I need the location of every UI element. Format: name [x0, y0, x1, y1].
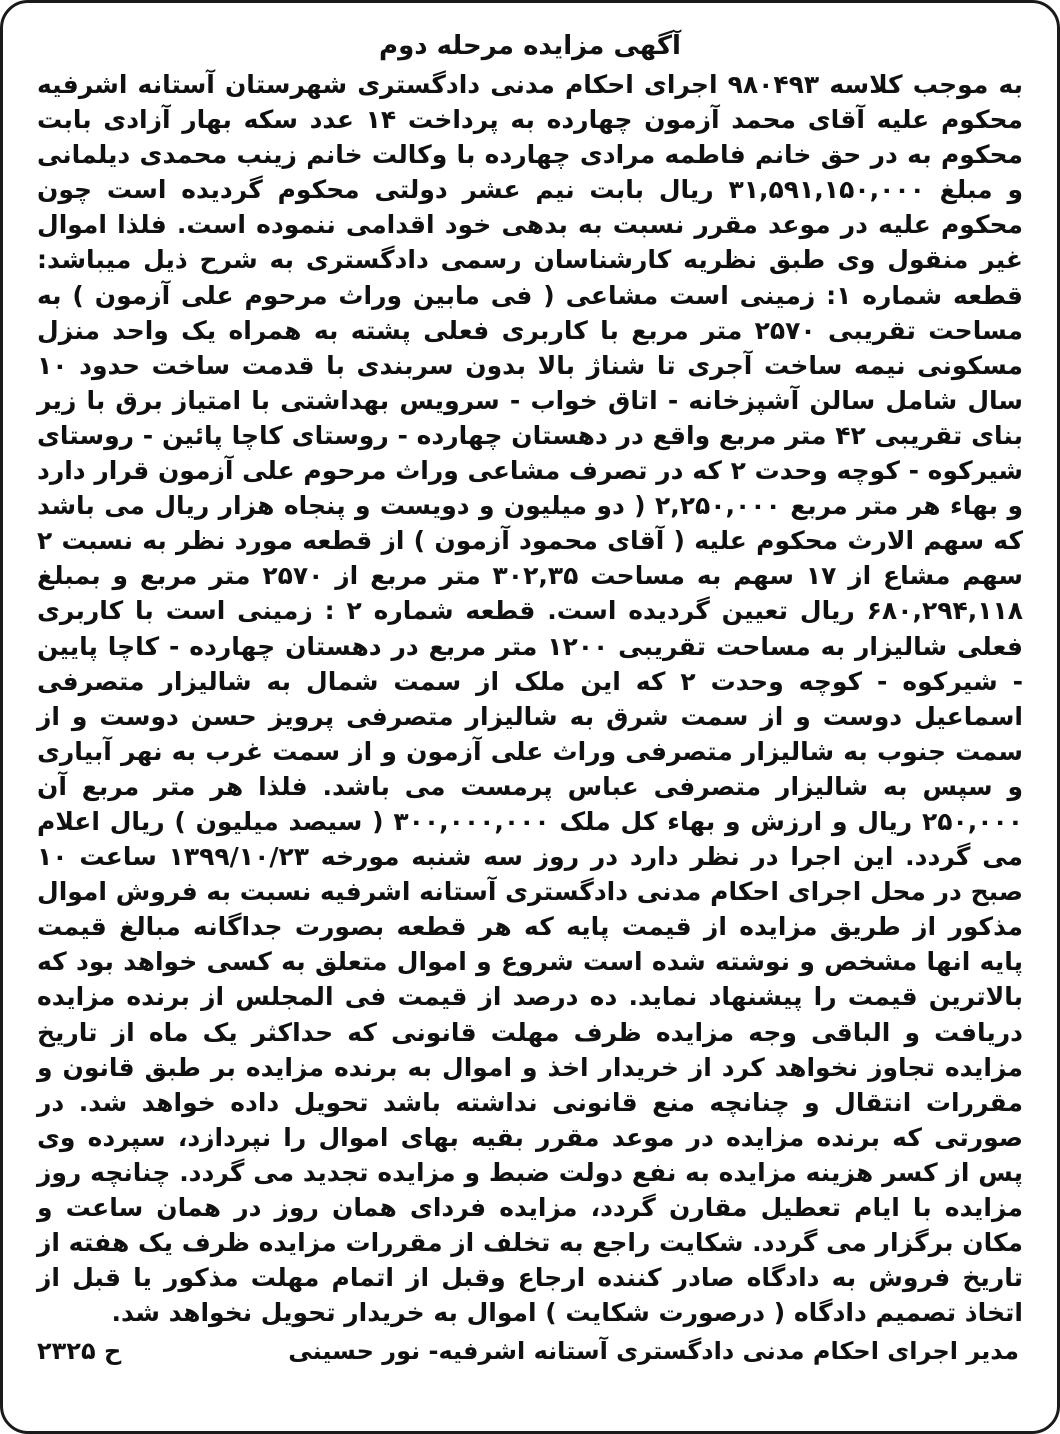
reference-number: ح ۲۳۲۵: [37, 1337, 122, 1366]
signer-line: مدیر اجرای احکام مدنی دادگستری آستانه اشرفیه- نور حسینی: [288, 1337, 1019, 1366]
notice-footer: [37, 1334, 1023, 1368]
notice-title: آگهی مزایده مرحله دوم: [379, 31, 681, 61]
notice-body: به موجب کلاسه ۹۸۰۴۹۳ اجرای احکام مدنی دادگستری شهرستان آستانه اشرفیه محکوم علیه آقای محمد آزمون چهارده به پرداخت ۱۴ عدد سکه بهار آزادی بابت محکوم به در حق خانم فاطمه مرادی چهارده با وکالت خانم زینب محمدی دیلمانی و مبلغ ۳۱,۵۹۱,۱۵۰,۰۰۰ ریال بابت نیم عشر دولتی محکوم گردیده است چون محکوم علیه در موعد مقرر نسبت به بدهی خود اقدامی ننموده است. فلذا اموال غیر منقول وی طبق نظریه کارشناسان رسمی دادگستری به شرح ذیل میباشد: قطعه شماره ۱: زمینی است مشاعی ( فی مابین وراث مرحوم علی آزمون ) به مساحت تقریبی ۲۵۷۰ متر مربع با کاربری فعلی پشته به همراه یک واحد منزل مسکونی نیمه ساخت آجری تا شناژ بالا بدون سربندی با قدمت ساخت حدود ۱۰ سال شامل سالن آشپزخانه - اتاق خواب - سرویس بهداشتی با امتیاز برق با زیر بنای تقریبی ۴۲ متر مربع واقع در دهستان چهارده - روستای کاچا پائین - روستای شیرکوه - کوچه وحدت ۲ که در تصرف مشاعی وراث مرحوم علی آزمون قرار دارد و بهاء هر متر مربع ۲,۲۵۰,۰۰۰ ( دو میلیون و دویست و پنجاه هزار ریال می باشد که سهم الارث محکوم علیه ( آقای محمود آزمون ) از قطعه مورد نظر به نسبت ۲ سهم مشاع از ۱۷ سهم به مساحت ۳۰۲,۳۵ متر مربع از ۲۵۷۰ متر مربع و بمبلغ ۶۸۰,۲۹۴,۱۱۸ ریال تعیین گردیده است. قطعه شماره ۲ : زمینی است با کاربری فعلی شالیزار به مساحت تقریبی ۱۲۰۰ متر مربع در دهستان چهارده - کاچا پایین - شیرکوه - کوچه وحدت ۲ که این ملک از سمت شمال به شالیزار متصرفی اسماعیل دوست و از سمت شرق به شالیزار متصرفی پرویز حسن دوست و از سمت جنوب به شالیزار متصرفی وراث علی آزمون و از سمت غرب به نهر آبیاری و سپس به شالیزار متصرفی عباس پرمست می باشد. فلذا هر متر مربع آن ۲۵۰,۰۰۰ ریال و ارزش و بهاء کل ملک ۳۰۰,۰۰۰,۰۰۰ ( سیصد میلیون ) ریال اعلام می گردد. این اجرا در نظر دارد در روز سه شنبه مورخه ۱۳۹۹/۱۰/۲۳ ساعت ۱۰ صبح در محل اجرای احکام مدنی دادگستری آستانه اشرفیه نسبت به فروش اموال مذکور از طریق مزایده از قیمت پایه که هر قطعه بصورت جداگانه مبالغ قیمت پایه انها مشخص و نوشته شده است شروع و اموال متعلق به کسی خواهد بود که بالاترین قیمت را پیشنهاد نماید. ده درصد از قیمت فی المجلس از برنده مزایده دریافت و الباقی وجه مزایده ظرف مهلت قانونی که حداکثر یک ماه از تاریخ مزایده تجاوز نخواهد کرد از خریدار اخذ و اموال به برنده مزایده بر طبق قانون و مقررات انتقال و چنانچه منع قانونی نداشته باشد تحویل داده خواهد شد. در صورتی که برنده مزایده در موعد مقرر بقیه بهای اموال را نپردازد، سپرده وی پس از کسر هزینه مزایده به نفع دولت ضبط و مزایده تجدید می گردد. چنانچه روز مزایده با ایام تعطیل مقارن گردد، مزایده فردای همان روز در همان ساعت و مکان برگزار می گردد. شکایت راجع به تخلف از مقررات مزایده ظرف یک هفته از تاریخ فروش به دادگاه صادر کننده ارجاع وقبل از اتمام مهلت مذکور یا قبل از اتخاذ تصمیم دادگاه ( درصورت شکایت ) اموال به خریدار تحویل نخواهد شد.: [37, 70, 1024, 1328]
